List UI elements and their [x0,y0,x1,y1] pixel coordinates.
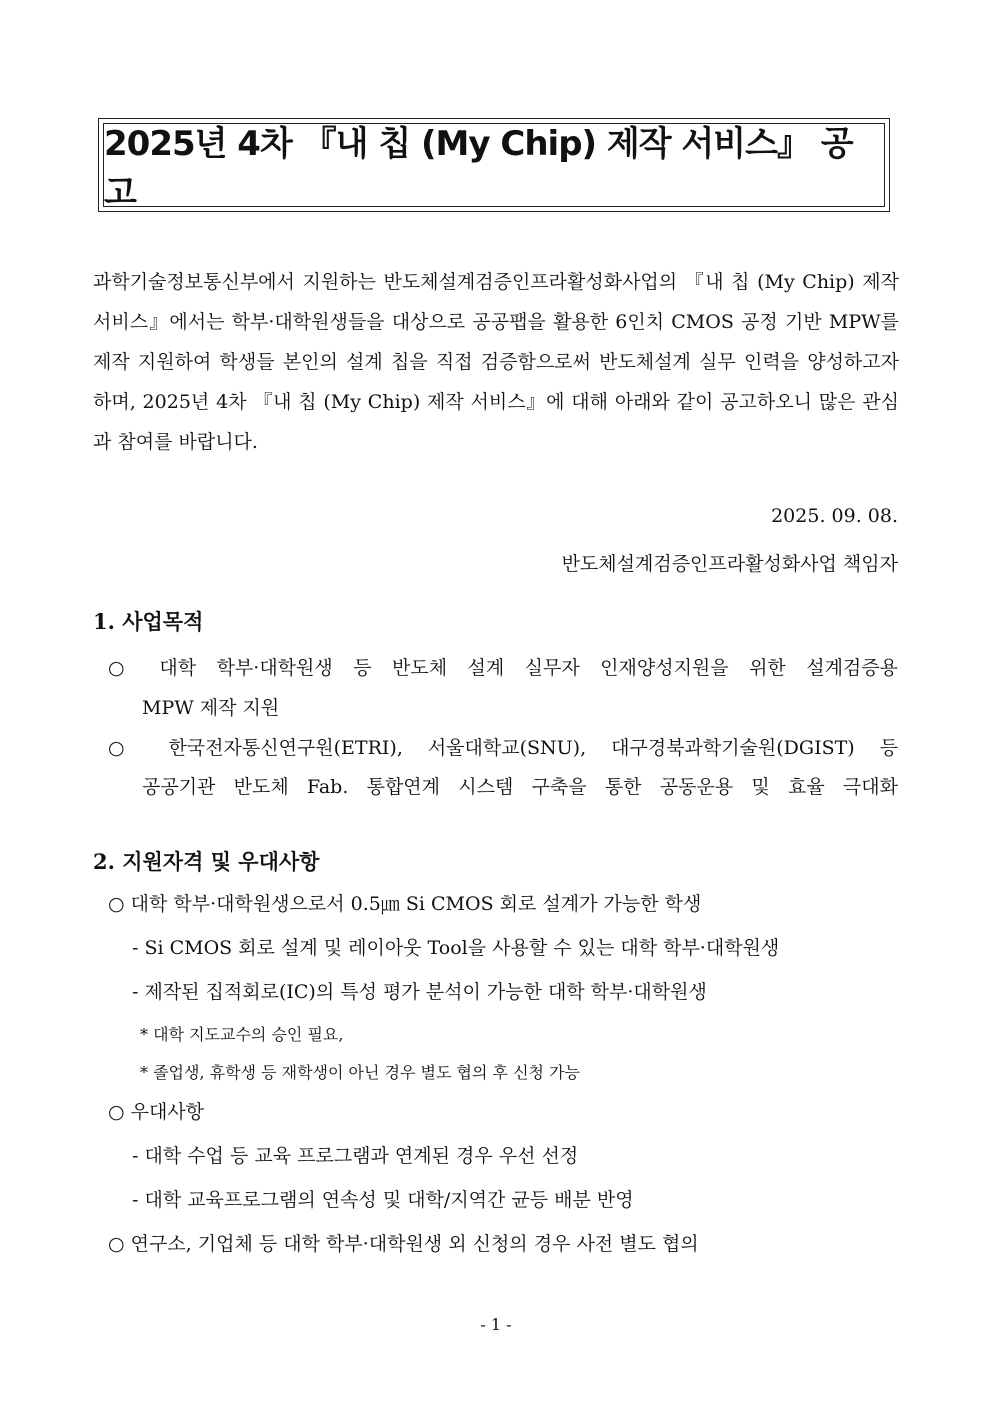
section1-item2-line2: 공공기관 반도체 Fab. 통합연계 시스템 구축을 통한 공동운용 및 효율 극대화 [142,776,898,798]
section2-sub1: - Si CMOS 회로 설계 및 레이아웃 Tool을 사용할 수 있는 대학 학부·대학원생 [132,937,780,959]
title-box [98,118,890,212]
section1-item1-line2: MPW 제작 지원 [142,697,280,719]
intro-paragraph: 과학기술정보통신부에서 지원하는 반도체설계검증인프라활성화사업의 『내 칩 (My Chip) 제작 서비스』에서는 학부·대학원생들을 대상으로 공공팹을 활용한 6인치 CMOS 공정 기반 MPW를 제작 지원하여 학생들 본인의 설계 칩을 직접 검증함으로써 반도체설계 실무 인력을 양성하고자 하며, 2025년 4차 『내 칩 (My Chip) 제작 서비스』에 대해 아래와 같이 공고하오니 많은 관심과 참여를 바랍니다. [93,271,899,453]
page-title: 2025년 4차 『내 칩 (My Chip) 제작 서비스』 공고 [104,124,853,213]
section1-item1-line1: ○ 대학 학부·대학원생 등 반도체 설계 실무자 인재양성지원을 위한 설계검증용 [108,657,898,679]
section2-note1: * 대학 지도교수의 승인 필요, [140,1025,344,1044]
section2-item1: ○ 대학 학부·대학원생으로서 0.5㎛ Si CMOS 회로 설계가 가능한 학생 [108,893,702,915]
title-box-inner [103,123,885,213]
section2-item3: ○ 연구소, 기업체 등 대학 학부·대학원생 외 신청의 경우 사전 별도 협의 [108,1233,699,1255]
page-number: - 1 - [480,1315,512,1334]
section1-item2-line1: ○ 한국전자통신연구원(ETRI), 서울대학교(SNU), 대구경북과학기술원(DGIST) 등 [108,737,898,759]
announcement-signer: 반도체설계검증인프라활성화사업 책임자 [561,553,898,575]
section2-sub4: - 대학 교육프로그램의 연속성 및 대학/지역간 균등 배분 반영 [132,1189,634,1211]
section1-heading: 1. 사업목적 [93,609,204,634]
announcement-date: 2025. 09. 08. [771,505,898,527]
section2-sub2: - 제작된 집적회로(IC)의 특성 평가 분석이 가능한 대학 학부·대학원생 [132,981,707,1003]
section2-note2: * 졸업생, 휴학생 등 재학생이 아닌 경우 별도 협의 후 신청 가능 [140,1063,580,1082]
section2-item2: ○ 우대사항 [108,1101,205,1123]
section2-sub3: - 대학 수업 등 교육 프로그램과 연계된 경우 우선 선정 [132,1145,579,1167]
section2-heading: 2. 지원자격 및 우대사항 [93,849,320,874]
